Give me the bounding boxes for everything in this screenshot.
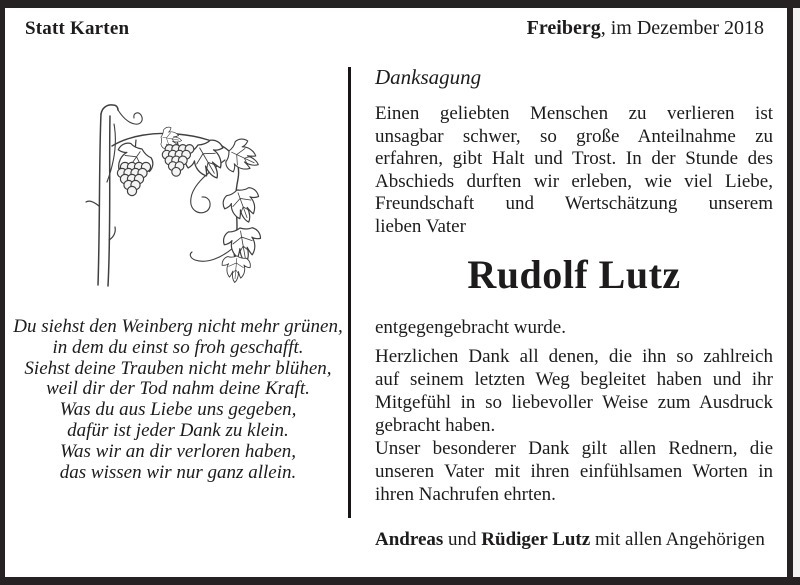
intro-line: Einen geliebten Menschen zu verlieren ist [375, 103, 773, 124]
intro-line: Freundschaft und Wertschätzung unserem [375, 193, 773, 214]
thanks-paragraph [375, 345, 773, 506]
thanks-line: Herzlichen Dank all denen, die ihn so zahlreich [375, 346, 773, 367]
mourners-signature [375, 529, 785, 551]
frame-border-top [0, 0, 800, 8]
intro-line: Abschieds durften wir erleben, wie viel Liebe, [375, 170, 773, 192]
intro-paragraph [375, 103, 773, 238]
frame-border-left [0, 0, 5, 578]
dateline-date: , im Dezember 2018 [600, 17, 764, 39]
thanks-line: gebracht haben. [375, 415, 496, 436]
mourner-name: Andreas [375, 529, 444, 550]
intro-line: unsagbar schwer, so große Anteilnahme zu [375, 125, 773, 147]
scan-edge-strip [793, 8, 800, 577]
thanks-line: unseren Vater mit ihren einfühlsamen Worten in [375, 461, 773, 482]
memorial-poem [10, 317, 346, 483]
intro-line: erfahren, gibt Halt und Trost. In der Stunde des [375, 148, 773, 169]
poem-line: Was du aus Liebe uns gegeben, [59, 399, 297, 421]
signature-suffix: mit allen Angehörigen [594, 529, 765, 550]
poem-line: das wissen wir nur ganz allein. [59, 461, 297, 483]
after-name-line: entgegengebracht wurde. [375, 317, 566, 338]
deceased-name: Rudolf Lutz [467, 252, 681, 297]
poem-line: dafür ist jeder Dank zu klein. [67, 419, 289, 441]
frame-border-bottom [0, 577, 800, 585]
thanks-line: Unser besonderer Dank gilt allen Rednern, die [375, 438, 773, 459]
grapevine-illustration [85, 88, 297, 306]
signature-connector: und [448, 529, 477, 550]
column-divider-rule [348, 67, 351, 518]
pre-header-label: Statt Karten [25, 18, 130, 39]
poem-line: weil dir der Tod nahm deine Kraft. [46, 378, 310, 400]
intro-line: lieben Vater [375, 215, 466, 237]
notice-type-heading: Danksagung [375, 65, 482, 89]
poem-line: Du siehst den Weinberg nicht mehr grünen, [13, 316, 343, 337]
thanks-line: Mitgefühl in so liebevoller Weise zum Ausdruck [375, 392, 773, 413]
dateline-city: Freiberg [526, 17, 601, 39]
vine-trunk [86, 105, 118, 286]
poem-line: Siehst deine Trauben nicht mehr blühen, [24, 357, 332, 379]
thanks-line: ihren Nachrufen ehrten. [375, 484, 556, 505]
mourner-name: Rüdiger Lutz [481, 529, 591, 550]
thanks-line: auf seinem letzten Weg begleitet haben und ihr [375, 369, 773, 390]
poem-line: in dem du einst so froh geschafft. [52, 336, 304, 358]
dateline [527, 17, 764, 40]
poem-line: Was wir an dir verloren haben, [59, 440, 297, 462]
